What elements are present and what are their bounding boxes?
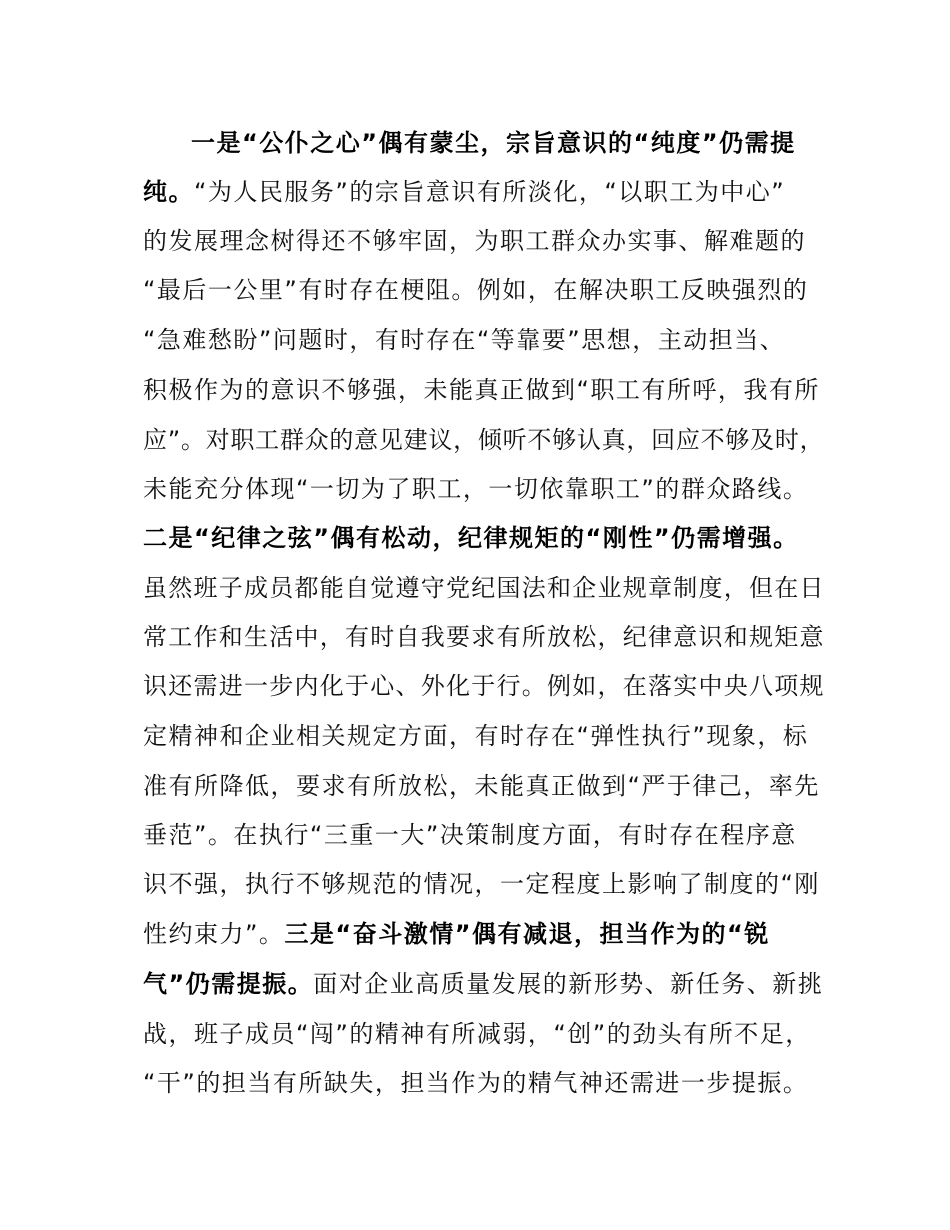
text-line	[143, 469, 829, 509]
body-text: 性约束力”。	[143, 920, 285, 948]
body-text: 战，班子成员“闯”的精神有所减弱，“创”的劲头有所不足，	[143, 1020, 811, 1048]
body-text: 未能充分体现“一切为了职工，一切依靠职工”的群众路线。	[143, 475, 809, 503]
body-text: “最后一公里”有时存在梗阻。例如，在解决职工反映强烈的	[143, 276, 809, 304]
body-text: 面对企业高质量发展的新形势、新任务、新挑	[313, 970, 824, 998]
text-line	[143, 172, 829, 212]
body-text: 积极作为的意识不够强，未能真正做到“职工有所呼，我有所	[143, 376, 820, 404]
bold-heading: 二是“纪律之弦”偶有松动，纪律规矩的“刚性”仍需增强。	[143, 524, 799, 552]
body-text: “干”的担当有所缺失，担当作为的精气神还需进一步提振。	[143, 1069, 809, 1097]
body-text: 准有所降低，要求有所放松，未能真正做到“严于律己，率先	[143, 772, 820, 800]
body-text: “急难愁盼”问题时，有时存在“等靠要”思想，主动担当、	[143, 326, 786, 354]
text-line	[143, 1014, 829, 1054]
text-line	[191, 123, 829, 163]
text-line	[143, 716, 829, 756]
body-text: 垂范”。在执行“三重一大”决策制度方面，有时存在程序意	[143, 821, 797, 849]
body-text: 常工作和生活中，有时自我要求有所放松，纪律意识和规矩意	[143, 623, 825, 651]
bold-heading: 纯。	[143, 178, 194, 206]
text-line	[143, 270, 829, 310]
text-line	[143, 518, 829, 558]
text-line	[143, 766, 829, 806]
text-line	[143, 964, 829, 1004]
text-line	[143, 568, 829, 608]
text-line	[143, 815, 829, 855]
body-text: 的发展理念树得还不够牢固，为职工群众办实事、解难题的	[143, 227, 806, 255]
text-line	[143, 221, 829, 261]
body-text: 识不强，执行不够规范的情况，一定程度上影响了制度的“刚	[143, 870, 820, 898]
text-line	[143, 617, 829, 657]
text-line	[143, 1063, 829, 1103]
bold-heading: 气”仍需提振。	[143, 970, 314, 998]
body-text: 虽然班子成员都能自觉遵守党纪国法和企业规章制度，但在日	[143, 574, 825, 602]
body-text: 识还需进一步内化于心、外化于行。例如，在落实中央八项规	[143, 672, 825, 700]
body-text: 定精神和企业相关规定方面，有时存在“弹性执行”现象，标	[143, 722, 809, 750]
text-line	[143, 320, 829, 360]
body-text: 应”。对职工群众的意见建议，倾听不够认真，回应不够及时，	[143, 426, 825, 454]
bold-heading: 三是“奋斗激情”偶有减退，担当作为的“锐	[284, 920, 770, 948]
body-text: “为人民服务”的宗旨意识有所淡化，“以职工为中心”	[194, 178, 786, 206]
text-line	[143, 666, 829, 706]
text-line	[143, 420, 829, 460]
bold-heading: 一是“公仆之心”偶有蒙尘，宗旨意识的“纯度”仍需提	[191, 129, 796, 157]
text-line	[143, 864, 829, 904]
text-line	[143, 914, 829, 954]
text-line	[143, 370, 829, 410]
